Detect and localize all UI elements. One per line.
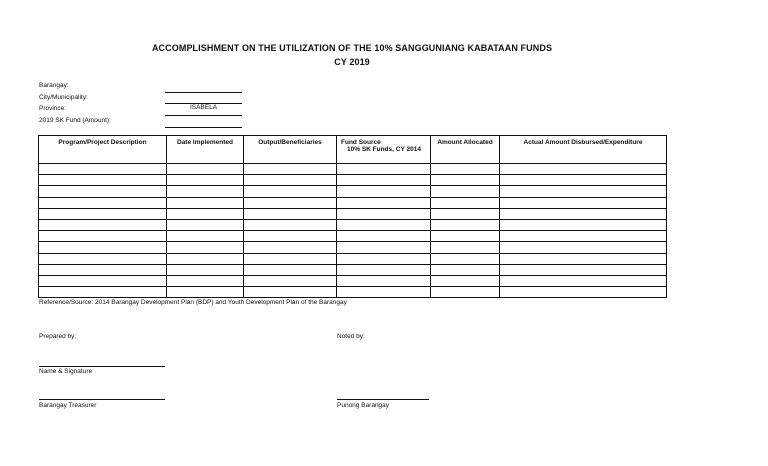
table-cell[interactable] [500, 186, 667, 197]
table-cell[interactable] [167, 253, 244, 264]
table-cell[interactable] [431, 231, 500, 242]
table-header-row [39, 136, 667, 164]
table-row [39, 175, 667, 186]
table-cell[interactable] [500, 164, 667, 175]
table-cell[interactable] [431, 208, 500, 219]
table-cell[interactable] [337, 242, 431, 253]
prepared-by-label: Prepared by: [39, 333, 77, 340]
table-cell[interactable] [500, 175, 667, 186]
table-cell[interactable] [39, 264, 167, 275]
column-header-amount-allocated: Amount Allocated [431, 136, 500, 164]
table-row [39, 219, 667, 230]
table-cell[interactable] [39, 219, 167, 230]
column-header-fund-source [337, 136, 431, 164]
province-label: Province: [39, 105, 67, 112]
table-cell[interactable] [337, 175, 431, 186]
sk-fund-field-line [165, 127, 242, 128]
fund-source-label: Fund Source [341, 139, 381, 146]
sk-fund-label: 2019 SK Fund (Amount): [39, 117, 111, 124]
table-cell[interactable] [244, 186, 337, 197]
table-cell[interactable] [500, 219, 667, 230]
table-row [39, 264, 667, 275]
province-field-line [165, 115, 242, 116]
table-row [39, 253, 667, 264]
name-signature-label: Name & Signature [39, 368, 93, 375]
table-cell[interactable] [431, 253, 500, 264]
signature-line-treasurer [39, 399, 165, 400]
table-cell[interactable] [167, 287, 244, 298]
table-cell[interactable] [500, 287, 667, 298]
table-row [39, 186, 667, 197]
table-cell[interactable] [431, 242, 500, 253]
column-header-date: Date Implemented [167, 136, 244, 164]
table-cell[interactable] [431, 175, 500, 186]
table-cell[interactable] [337, 231, 431, 242]
table-cell[interactable] [431, 197, 500, 208]
form-title: ACCOMPLISHMENT ON THE UTILIZATION OF THE 10% SANGGUNIANG KABATAAN FUNDS [151, 43, 553, 53]
table-cell[interactable] [167, 219, 244, 230]
column-header-output: Output/Beneficiaries [244, 136, 337, 164]
table-cell[interactable] [500, 231, 667, 242]
table-cell[interactable] [167, 275, 244, 286]
table-cell[interactable] [500, 242, 667, 253]
table-row [39, 242, 667, 253]
accomplishment-table [38, 135, 667, 298]
table-cell[interactable] [39, 164, 167, 175]
table-cell[interactable] [431, 219, 500, 230]
table-cell[interactable] [431, 186, 500, 197]
table-cell[interactable] [167, 242, 244, 253]
table-cell[interactable] [39, 175, 167, 186]
table-cell[interactable] [244, 275, 337, 286]
table-cell[interactable] [337, 208, 431, 219]
table-cell[interactable] [244, 208, 337, 219]
city-label: City/Municipality: [39, 94, 88, 101]
table-row [39, 197, 667, 208]
table-cell[interactable] [500, 275, 667, 286]
table-cell[interactable] [39, 208, 167, 219]
table-cell[interactable] [337, 275, 431, 286]
table-cell[interactable] [500, 197, 667, 208]
table-cell[interactable] [244, 264, 337, 275]
table-cell[interactable] [431, 275, 500, 286]
barangay-treasurer-label: Barangay Treasurer [39, 402, 97, 409]
table-cell[interactable] [244, 231, 337, 242]
table-cell[interactable] [39, 186, 167, 197]
table-cell[interactable] [39, 197, 167, 208]
table-cell[interactable] [167, 186, 244, 197]
table-cell[interactable] [167, 208, 244, 219]
table-cell[interactable] [39, 275, 167, 286]
table-body [39, 164, 667, 298]
table-cell[interactable] [337, 186, 431, 197]
table-cell[interactable] [500, 253, 667, 264]
table-cell[interactable] [244, 164, 337, 175]
table-cell[interactable] [500, 264, 667, 275]
table-cell[interactable] [39, 287, 167, 298]
barangay-label: Barangay: [39, 82, 69, 89]
form-year: CY 2019 [334, 57, 370, 67]
table-cell[interactable] [244, 287, 337, 298]
table-cell[interactable] [431, 264, 500, 275]
table-cell[interactable] [39, 231, 167, 242]
table-cell[interactable] [244, 175, 337, 186]
table-cell[interactable] [337, 287, 431, 298]
table-row [39, 231, 667, 242]
table-cell[interactable] [337, 197, 431, 208]
table-cell[interactable] [39, 253, 167, 264]
table-row [39, 208, 667, 219]
column-header-actual-amount: Actual Amount Disbursed/Expenditure [500, 136, 667, 164]
table-row [39, 164, 667, 175]
signature-line-punong [337, 399, 429, 400]
table-cell[interactable] [39, 242, 167, 253]
table-cell[interactable] [337, 264, 431, 275]
table-row [39, 275, 667, 286]
table-cell[interactable] [167, 264, 244, 275]
table-cell[interactable] [167, 197, 244, 208]
table-cell[interactable] [167, 164, 244, 175]
punong-barangay-label: Punong Barangay [337, 402, 390, 409]
table-cell[interactable] [500, 208, 667, 219]
reference-note: Reference/Source: 2014 Barangay Development Plan (BDP) and Youth Development Plan of the Barangay [39, 299, 347, 306]
table-cell[interactable] [167, 231, 244, 242]
table-cell[interactable] [167, 175, 244, 186]
table-cell[interactable] [431, 287, 500, 298]
table-cell[interactable] [244, 253, 337, 264]
table-cell[interactable] [431, 164, 500, 175]
table-cell[interactable] [337, 164, 431, 175]
table-cell[interactable] [337, 219, 431, 230]
signature-line-preparer [39, 366, 165, 367]
table-cell[interactable] [244, 197, 337, 208]
table-cell[interactable] [244, 242, 337, 253]
table-cell[interactable] [337, 253, 431, 264]
province-value: ISABELA [189, 104, 218, 111]
barangay-field-line [165, 92, 242, 93]
table-row [39, 287, 667, 298]
table-cell[interactable] [244, 219, 337, 230]
column-header-program: Program/Project Description [39, 136, 167, 164]
noted-by-label: Noted by: [337, 333, 365, 340]
fund-source-sub: 10% SK Funds, CY 2014 [347, 146, 421, 153]
